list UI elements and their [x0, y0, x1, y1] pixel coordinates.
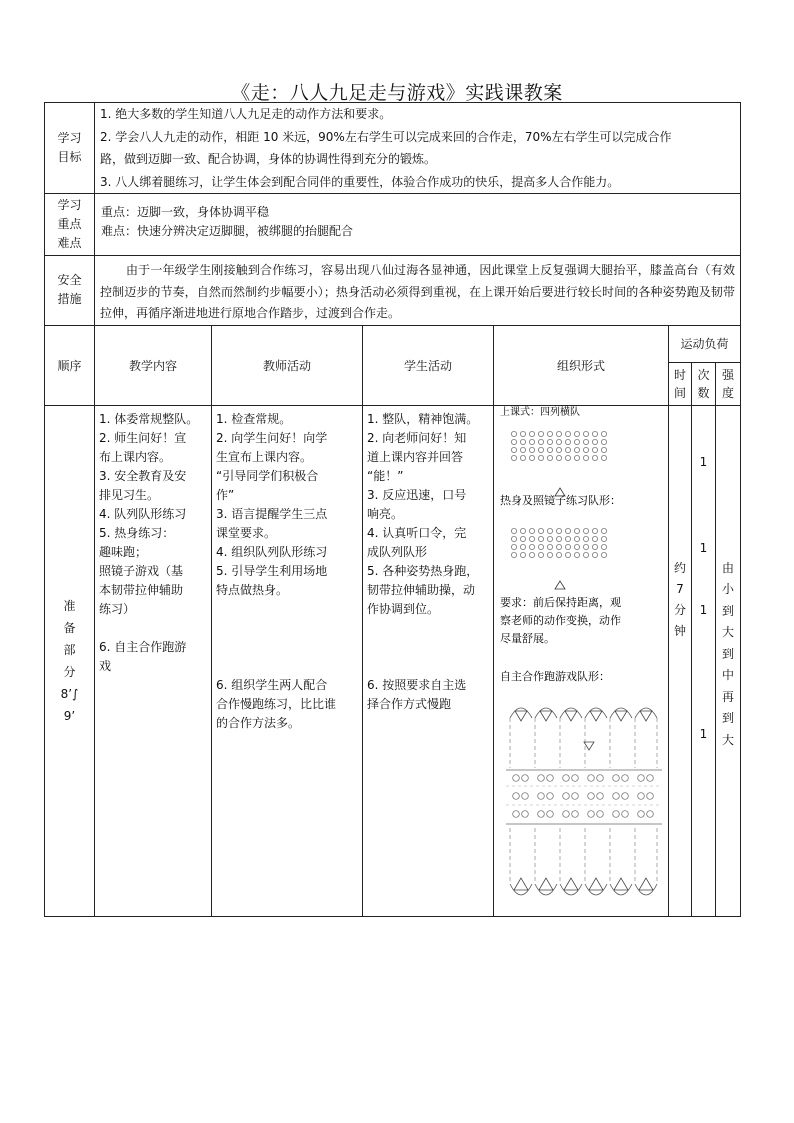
- student-dot-icon: [511, 455, 516, 460]
- student-dot-icon: [592, 431, 597, 436]
- student-dot-icon: [556, 455, 561, 460]
- runner-marker-icon: [590, 711, 602, 721]
- prep-teacher: 1. 检查常规。 2. 向学生问好！向学 生宣布上课内容。 “引导同学们积极合 作” 3. 语言提醒学生三点 课堂要求。 4. 组织队列队形练习 5. 引导学生利用场地 特点做热身。 6. 组织学生两人配合 合作慢跑练习，比比谁 的合作方法多。: [212, 405, 363, 916]
- student-dot-icon: [538, 439, 543, 444]
- lane-arch: [535, 884, 557, 895]
- prep-row: [45, 405, 741, 916]
- student-dot-icon: [538, 447, 543, 452]
- student-dot-icon: [601, 439, 606, 444]
- student-dot-icon: [613, 774, 620, 781]
- runner-marker-icon: [514, 878, 528, 890]
- student-dot-icon: [592, 455, 597, 460]
- prep-organization: [494, 405, 669, 916]
- student-dot-icon: [556, 552, 561, 557]
- student-dot-icon: [511, 552, 516, 557]
- student-dot-icon: [583, 528, 588, 533]
- key-point: 重点：迈脚一致，身体协调平稳: [101, 205, 270, 219]
- student-dot-icon: [574, 455, 579, 460]
- student-dot-icon: [583, 439, 588, 444]
- runner-marker-icon: [584, 742, 594, 750]
- student-dot-icon: [563, 792, 570, 799]
- student-dot-icon: [647, 774, 654, 781]
- student-dot-icon: [638, 774, 645, 781]
- warmup-formation-grid: [511, 528, 606, 557]
- student-dot-icon: [538, 774, 545, 781]
- objectives-label: 学习 目标: [45, 103, 95, 194]
- student-dot-icon: [538, 431, 543, 436]
- student-dot-icon: [547, 792, 554, 799]
- student-dot-icon: [522, 810, 529, 817]
- prep-content: 1. 体委常规整队。 2. 师生问好！宣 布上课内容。 3. 安全教育及安 排见习生。 4. 队列队形练习 5. 热身练习： 趣味跑； 照镜子游戏（基 本韧带拉伸辅助 练习） 6. 自主合作跑游 戏: [95, 405, 212, 916]
- runner-marker-icon: [614, 878, 628, 890]
- student-dot-icon: [583, 455, 588, 460]
- student-dot-icon: [547, 810, 554, 817]
- student-dot-icon: [565, 439, 570, 444]
- student-dot-icon: [565, 528, 570, 533]
- student-dot-icon: [547, 536, 552, 541]
- student-dot-icon: [513, 792, 520, 799]
- student-dot-icon: [520, 552, 525, 557]
- student-dot-icon: [638, 792, 645, 799]
- student-dot-icon: [583, 552, 588, 557]
- prep-student: 1. 整队，精神饱满。 2. 向老师问好！知 道上课内容并回答 “能！” 3. 反应迅速，口号 响亮。 4. 认真听口令，完 成队列队形 5. 各种姿势热身跑， 韧带拉伸辅助操，动 作协调到位。 6. 按照要求自主选 择合作方式慢跑: [363, 405, 494, 916]
- student-dot-icon: [613, 810, 620, 817]
- student-dot-icon: [574, 447, 579, 452]
- header-organization: 组织形式: [494, 325, 669, 405]
- requirement-line: 察老师的动作变换，动作: [500, 613, 621, 627]
- student-dot-icon: [572, 774, 579, 781]
- student-dot-icon: [592, 552, 597, 557]
- runner-marker-icon: [565, 711, 577, 721]
- formation-diagram: [494, 406, 669, 916]
- student-dot-icon: [511, 447, 516, 452]
- student-dot-icon: [565, 447, 570, 452]
- lane-arch: [560, 884, 582, 895]
- focus-content: [95, 194, 741, 256]
- student-dot-icon: [588, 774, 595, 781]
- objective-item: 3. 八人绑着腿练习，让学生体会到配合同伴的重要性，体验合作成功的快乐，提高多人合作能力。: [100, 174, 620, 189]
- student-dot-icon: [588, 792, 595, 799]
- header-count: 次 数: [692, 362, 716, 405]
- student-dot-icon: [583, 431, 588, 436]
- free-run-lanes: [506, 708, 662, 895]
- student-dot-icon: [556, 536, 561, 541]
- lane-arch: [510, 884, 532, 895]
- page-title: 《走：八人九足走与游戏》实践课教案: [231, 82, 563, 104]
- student-dot-icon: [556, 447, 561, 452]
- header-sequence: 顺序: [45, 325, 95, 405]
- student-dot-icon: [601, 455, 606, 460]
- student-dot-icon: [563, 810, 570, 817]
- student-dot-icon: [638, 810, 645, 817]
- student-dot-icon: [622, 774, 629, 781]
- student-dot-icon: [601, 447, 606, 452]
- safety-row: [45, 256, 741, 326]
- student-dot-icon: [622, 810, 629, 817]
- student-dot-icon: [520, 439, 525, 444]
- focus-row: [45, 194, 741, 256]
- student-dot-icon: [574, 536, 579, 541]
- student-dot-icon: [592, 439, 597, 444]
- prep-stage-label: 准 备 部 分 8’∫ 9’: [45, 405, 95, 916]
- student-dot-icon: [574, 431, 579, 436]
- lane-arch: [560, 708, 582, 718]
- student-dot-icon: [529, 552, 534, 557]
- class-formation-grid: [511, 431, 606, 460]
- prep-intensity: 由 小 到 大 到 中 再 到 大: [716, 405, 741, 916]
- teacher-marker-icon: [555, 581, 565, 589]
- student-dot-icon: [511, 439, 516, 444]
- student-dot-icon: [529, 544, 534, 549]
- student-dot-icon: [592, 544, 597, 549]
- student-dot-icon: [592, 447, 597, 452]
- header-teacher: 教师活动: [212, 325, 363, 405]
- student-dot-icon: [511, 431, 516, 436]
- lane-arch: [610, 708, 632, 718]
- lesson-plan-table: [44, 102, 741, 917]
- student-dot-icon: [572, 810, 579, 817]
- prep-count: 1 1 1 1: [692, 405, 716, 916]
- student-dot-icon: [547, 431, 552, 436]
- student-dot-icon: [556, 544, 561, 549]
- student-dot-icon: [597, 792, 604, 799]
- objective-item: 1. 绝大多数的学生知道八人九足走的动作方法和要求。: [100, 107, 392, 121]
- student-dot-icon: [547, 455, 552, 460]
- student-dot-icon: [547, 447, 552, 452]
- student-dot-icon: [565, 536, 570, 541]
- student-dot-icon: [538, 455, 543, 460]
- student-dot-icon: [556, 528, 561, 533]
- student-dot-icon: [601, 552, 606, 557]
- student-dot-icon: [597, 774, 604, 781]
- objective-item: 路，做到迈脚一致、配合协调，身体的协调性得到充分的锻炼。: [100, 152, 437, 166]
- student-dot-icon: [529, 536, 534, 541]
- lane-arch: [635, 708, 657, 718]
- student-dot-icon: [538, 528, 543, 533]
- header-time: 时 间: [669, 362, 692, 405]
- student-dot-icon: [522, 774, 529, 781]
- student-dot-icon: [511, 528, 516, 533]
- prep-time: 约 7 分 钟: [669, 405, 692, 916]
- student-dot-icon: [520, 431, 525, 436]
- student-dot-icon: [538, 552, 543, 557]
- lane-arch: [510, 708, 532, 718]
- student-dot-icon: [529, 447, 534, 452]
- runner-marker-icon: [640, 711, 652, 721]
- runner-marker-icon: [615, 711, 627, 721]
- student-dot-icon: [565, 544, 570, 549]
- objectives-content: [95, 103, 741, 194]
- student-dot-icon: [565, 455, 570, 460]
- runner-marker-icon: [639, 878, 653, 890]
- student-dot-icon: [547, 552, 552, 557]
- focus-label: 学习 重点 难点: [45, 194, 95, 256]
- student-dot-icon: [520, 455, 525, 460]
- lane-arch: [610, 884, 632, 895]
- student-dot-icon: [588, 810, 595, 817]
- student-dot-icon: [601, 528, 606, 533]
- requirement-line: 要求：前后保持距离，观: [500, 595, 621, 609]
- student-dot-icon: [601, 536, 606, 541]
- runner-marker-icon: [539, 878, 553, 890]
- lane-arch: [585, 884, 607, 895]
- lane-arch: [535, 708, 557, 718]
- student-dot-icon: [511, 544, 516, 549]
- student-dot-icon: [622, 792, 629, 799]
- student-dot-icon: [601, 544, 606, 549]
- student-dot-icon: [538, 792, 545, 799]
- student-dot-icon: [574, 439, 579, 444]
- student-dot-icon: [583, 536, 588, 541]
- requirement-line: 尽量舒展。: [500, 631, 555, 645]
- student-dot-icon: [613, 792, 620, 799]
- student-dot-icon: [572, 792, 579, 799]
- header-load: 运动负荷: [669, 325, 741, 362]
- student-dot-icon: [520, 536, 525, 541]
- warmup-label: 热身及照镜子练习队形：: [500, 493, 621, 507]
- student-dot-icon: [547, 774, 554, 781]
- student-dot-icon: [574, 544, 579, 549]
- student-dot-icon: [592, 536, 597, 541]
- objective-item: 2. 学会八人九走的动作，相距 10 米远，90%左右学生可以完成来回的合作走，70%左右学生可以完成合作: [100, 129, 672, 144]
- student-dot-icon: [520, 544, 525, 549]
- student-dot-icon: [647, 792, 654, 799]
- runner-marker-icon: [564, 878, 578, 890]
- safety-content: 由于一年级学生刚接触到合作练习，容易出现八仙过海各显神通，因此课堂上反复强调大腿抬平，膝盖高台（有效控制迈步的节奏，自然而然制约步幅要小）；热身活动必须得到重视，在上课开始后要进行较长时间的各种姿势跑及韧带拉伸，再循序渐进地进行原地合作踏步，过渡到合作走。: [95, 256, 741, 326]
- student-dot-icon: [520, 447, 525, 452]
- lane-arch: [635, 884, 657, 895]
- student-dot-icon: [529, 431, 534, 436]
- student-dot-icon: [647, 810, 654, 817]
- student-dot-icon: [583, 544, 588, 549]
- runner-marker-icon: [540, 711, 552, 721]
- student-dot-icon: [538, 544, 543, 549]
- header-student: 学生活动: [363, 325, 494, 405]
- student-dot-icon: [592, 528, 597, 533]
- student-dot-icon: [511, 536, 516, 541]
- safety-label: 安全 措施: [45, 256, 95, 326]
- student-dot-icon: [529, 439, 534, 444]
- header-intensity: 强 度: [716, 362, 741, 405]
- student-dot-icon: [556, 431, 561, 436]
- student-dot-icon: [529, 455, 534, 460]
- student-dot-icon: [547, 439, 552, 444]
- header-row: [45, 325, 741, 362]
- student-dot-icon: [574, 552, 579, 557]
- formation-label: 上课式：四列横队: [500, 406, 580, 418]
- student-dot-icon: [538, 810, 545, 817]
- student-dot-icon: [547, 544, 552, 549]
- student-dot-icon: [574, 528, 579, 533]
- student-dot-icon: [520, 528, 525, 533]
- lane-arch: [585, 708, 607, 718]
- student-dot-icon: [538, 536, 543, 541]
- student-dot-icon: [563, 774, 570, 781]
- header-content: 教学内容: [95, 325, 212, 405]
- student-dot-icon: [513, 810, 520, 817]
- free-run-label: 自主合作跑游戏队形：: [500, 669, 610, 683]
- student-dot-icon: [565, 552, 570, 557]
- student-dot-icon: [522, 792, 529, 799]
- runner-marker-icon: [589, 878, 603, 890]
- objectives-row: [45, 103, 741, 194]
- runner-marker-icon: [515, 711, 527, 721]
- student-dot-icon: [597, 810, 604, 817]
- difficult-point: 难点：快速分辨决定迈脚腿，被绑腿的抬腿配合: [101, 224, 354, 238]
- student-dot-icon: [556, 439, 561, 444]
- student-dot-icon: [565, 431, 570, 436]
- student-dot-icon: [529, 528, 534, 533]
- student-dot-icon: [583, 447, 588, 452]
- student-dot-icon: [513, 774, 520, 781]
- student-dot-icon: [601, 431, 606, 436]
- student-dot-icon: [547, 528, 552, 533]
